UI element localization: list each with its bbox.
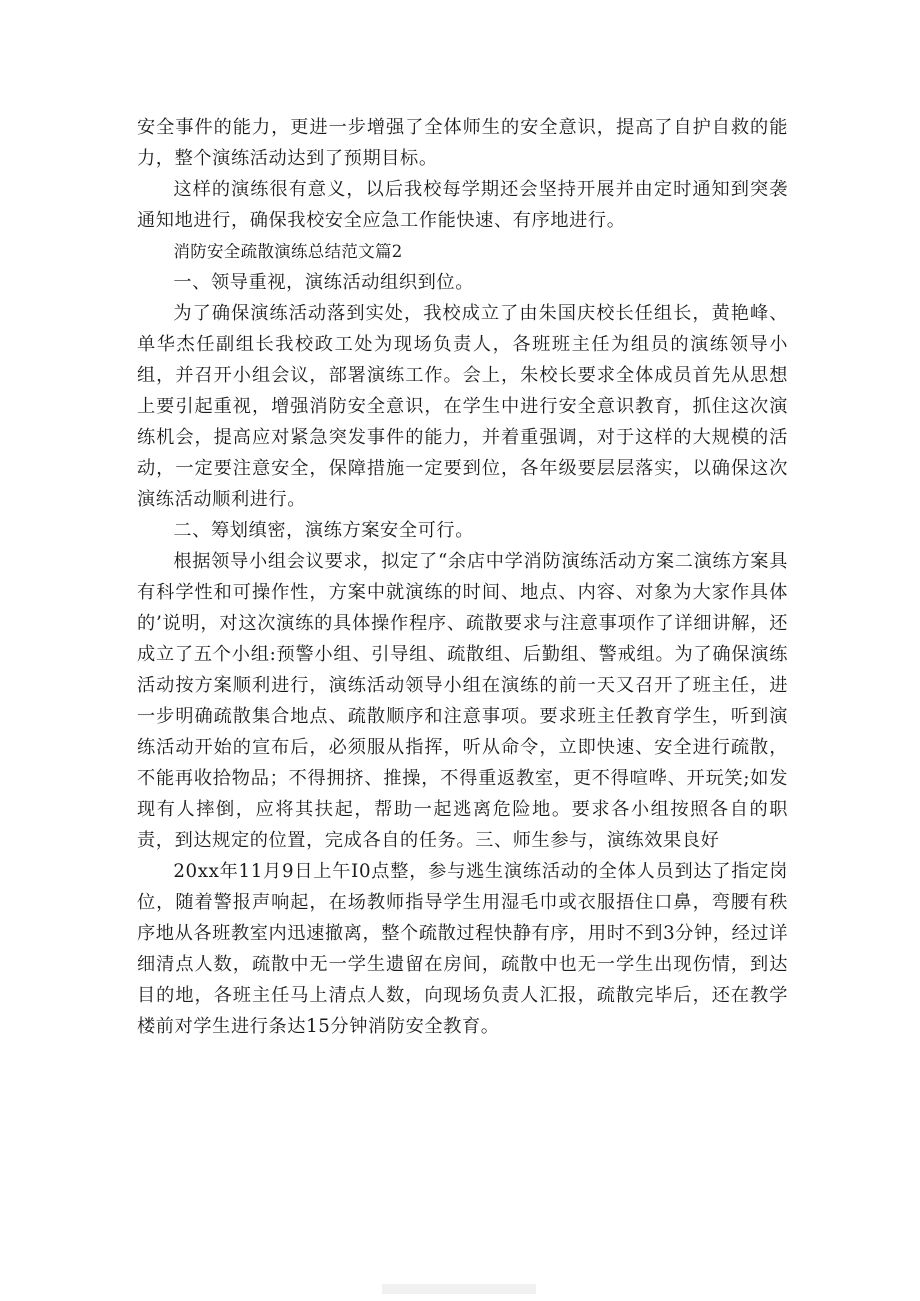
subheading-planning: 二、筹划缜密，演练方案安全可行。 — [173, 520, 474, 541]
paragraph-leadership-detail: 为了确保演练活动落到实处，我校成立了由朱国庆校长任组长，黄艳峰、单华杰任副组长我校政工处为现场负责人，各班班主任为组员的演练领导小组，并召开小组会议，部署演练工作。会上，朱校长要求全体成员首先从思想上要引起重视，增强消防安全意识，在学生中进行安全意识教育，抓住这次演练机会，提高应对紧急突发事件的能力，并着重强调，对于这样的大规模的活动，一定要注意安全，保障措施一定要到位，各年级要层层落实，以确保这次演练活动顺利进行。 — [137, 303, 788, 510]
section-heading-article-2: 消防安全疏散演练总结范文篇2 — [173, 242, 403, 261]
paragraph-planning-detail: 根据领导小组会议要求，拟定了“余店中学消防演练活动方案二演练方案具有科学性和可操作性，方案中就演练的时间、地点、内容、对象为大家作具体的’说明，对这次演练的具体操作程序、疏散要求与注意事项作了详细讲解，还成立了五个小组:预警小组、引导组、疏散组、后勤组、警戒组。为了确保演练活动按方案顺利进行，演练活动领导小组在演练的前一天又召开了班主任，进一步明确疏散集合地点、疏散顺序和注意事项。要求班主任教育学生，听到演练活动开始的宣布后，必须服从指挥，听从命令，立即快速、安全进行疏散，不能再收拾物品；不得拥挤、推操，不得重返教室，更不得喧哗、开玩笑;如发现有人摔倒，应将其扶起，帮助一起逃离危险地。要求各小组按照各自的职责，到达规定的位置，完成各自的任务。三、师生参与，演练效果良好 — [137, 551, 788, 851]
paragraph-drill-significance: 这样的演练很有意义，以后我校每学期还会坚持开展并由定时通知到突袭通知地进行，确保我校安全应急工作能快速、有序地进行。 — [137, 179, 788, 231]
paragraph-drill-execution: 20xx年11月9日上午I0点整，参与逃生演练活动的全体人员到达了指定岗位，随着警报声响起，在场教师指导学生用湿毛巾或衣服捂住口鼻，弯腰有秩序地从各班教室内迅速撤离，整个疏散过程快静有序，用时不到3分钟，经过详细清点人数，疏散中无一学生遗留在房间，疏散中也无一学生出现伤情，到达目的地，各班主任马上清点人数，向现场负责人汇报，疏散完毕后，还在教学楼前对学生进行条达15分钟消防安全教育。 — [137, 861, 788, 1037]
paragraph-drill-result: 安全事件的能力，更进一步增强了全体师生的安全意识，提高了自护自救的能力，整个演练活动达到了预期目标。 — [137, 117, 788, 169]
subheading-leadership: 一、领导重视，演练活动组织到位。 — [173, 272, 474, 293]
footer-bar — [382, 1284, 536, 1294]
document-body — [137, 112, 788, 1042]
